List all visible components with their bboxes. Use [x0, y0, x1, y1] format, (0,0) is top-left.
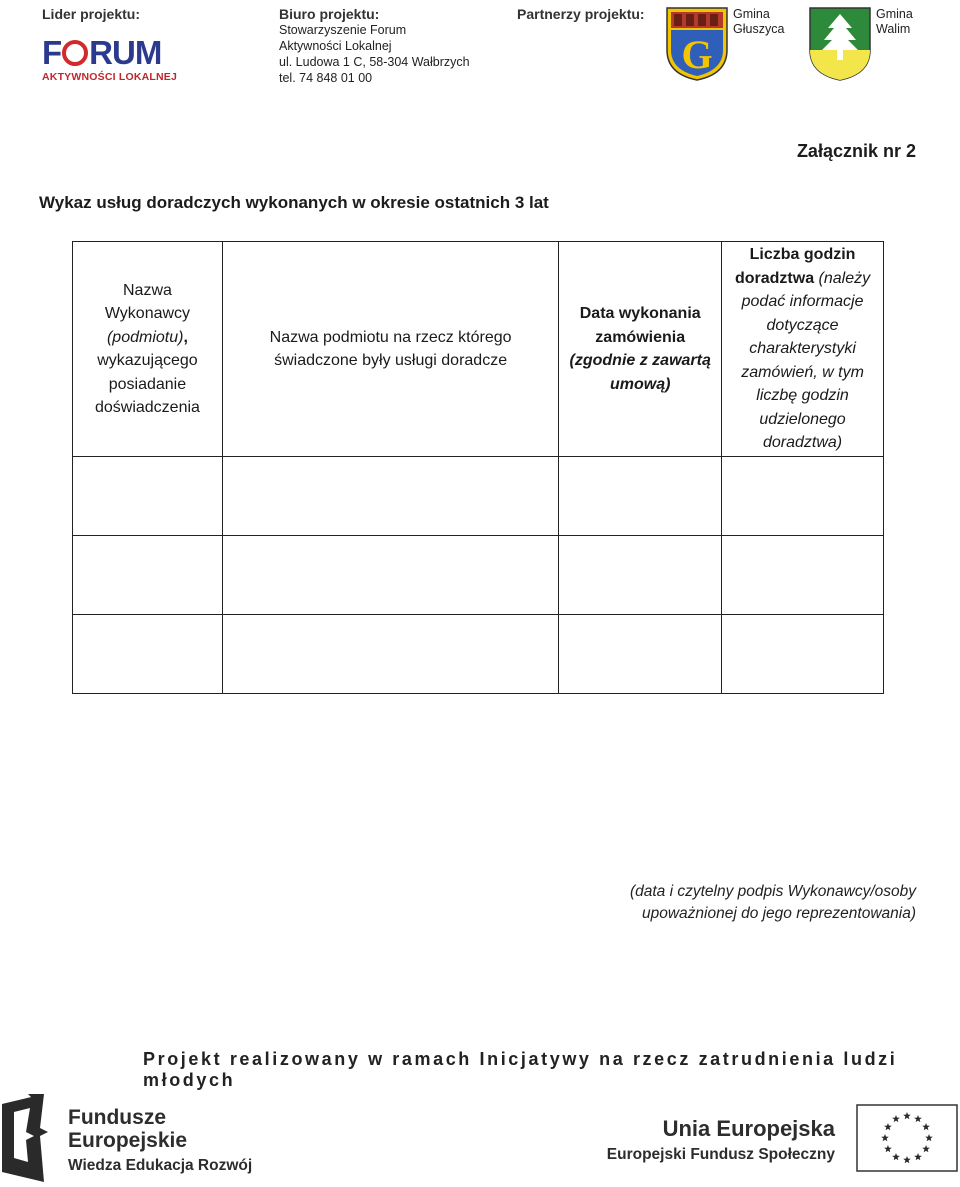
document-title: Wykaz usług doradczych wykonanych w okresie ostatnich 3 lat	[39, 193, 549, 212]
table-cell[interactable]	[722, 536, 884, 615]
header-client-name: Nazwa podmiotu na rzecz którego świadczone były usługi doradcze	[222, 242, 558, 457]
eu-text: Unia Europejska Europejski Fundusz Społeczny	[606, 1116, 835, 1163]
fundusze-europejskie-logo-icon	[0, 1092, 50, 1184]
table-cell[interactable]	[559, 457, 722, 536]
table-cell[interactable]	[73, 615, 223, 694]
table-row	[73, 615, 884, 694]
table-cell[interactable]	[722, 457, 884, 536]
forum-logo-subtitle: AKTYWNOŚCI LOKALNEJ	[42, 71, 178, 83]
table-cell[interactable]	[222, 457, 558, 536]
table-row	[73, 536, 884, 615]
table-cell[interactable]	[559, 615, 722, 694]
attachment-number: Załącznik nr 2	[796, 141, 916, 161]
table-cell[interactable]	[222, 615, 558, 694]
header-consulting-hours: Liczba godzin doradztwa (należy podać informacje dotyczące charakterystyki zamówień, w tym liczbę godzin udzielonego doradztwa)	[722, 242, 884, 457]
services-table	[72, 241, 884, 694]
signature-caption: (data i czytelny podpis Wykonawcy/osoby upoważnionej do jego reprezentowania)	[629, 883, 916, 922]
table-cell[interactable]	[722, 615, 884, 694]
table-cell[interactable]	[222, 536, 558, 615]
forum-logo-o	[62, 40, 88, 66]
header-contractor-name: Nazwa Wykonawcy (podmiotu), wykazującego posiadanie doświadczenia	[73, 242, 223, 457]
walim-crest-icon	[808, 6, 872, 82]
partner-gluszyca-name: Gmina Głuszyca	[733, 7, 785, 36]
table-row	[73, 457, 884, 536]
table-cell[interactable]	[73, 536, 223, 615]
office-label: Biuro projektu:	[279, 6, 380, 22]
leader-label: Lider projektu:	[42, 6, 141, 22]
svg-text:G: G	[681, 32, 713, 77]
fundusze-europejskie-text: Fundusze Europejskie Wiedza Edukacja Rozwój	[68, 1106, 253, 1174]
partners-label: Partnerzy projektu:	[517, 6, 645, 22]
table-header-row	[73, 242, 884, 457]
office-address: Stowarzyszenie Forum Aktywności Lokalnej ul. Ludowa 1 C, 58-304 Wałbrzych tel. 74 848 01 00	[279, 23, 470, 85]
partner-walim-name: Gmina Walim	[876, 7, 913, 36]
forum-logo: F RUM AKTYWNOŚCI LOKALNEJ	[42, 36, 182, 83]
project-statement: Projekt realizowany w ramach Inicjatywy na rzecz zatrudnienia ludzi młodych	[143, 1049, 898, 1090]
header-execution-date: Data wykonania zamówienia (zgodnie z zawartą umową)	[559, 242, 722, 457]
gluszyca-crest-icon	[665, 6, 729, 82]
eu-flag-icon	[856, 1104, 958, 1172]
table-cell[interactable]	[559, 536, 722, 615]
table-cell[interactable]	[73, 457, 223, 536]
